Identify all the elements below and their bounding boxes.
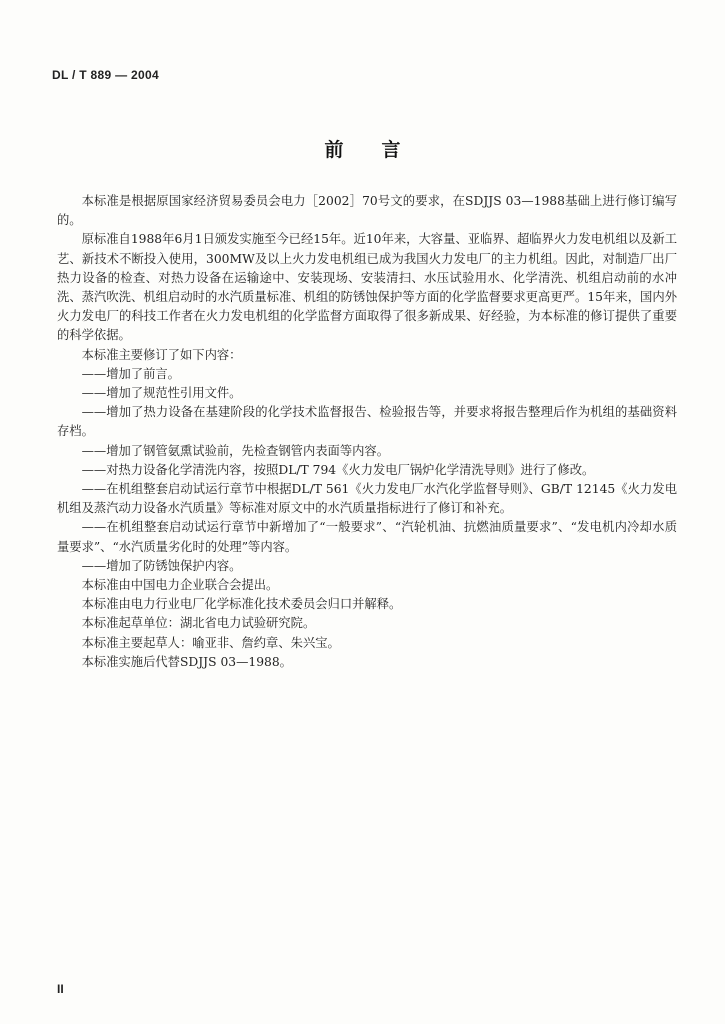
paragraph-interpretation: 本标准由电力行业电厂化学标准化技术委员会归口并解释。 <box>81 597 402 612</box>
revision-item: ——增加了热力设备在基建阶段的化学技术监督报告、检验报告等，并要求将报告整理后作为机组的基础资料存档。 <box>57 405 677 439</box>
standard-code: DL / T 889 — 2004 <box>52 68 159 82</box>
revision-item: ——增加了规范性引用文件。 <box>81 386 242 401</box>
revision-item: ——在机组整套启动试运行章节中新增加了“一般要求”、“汽轮机油、抗燃油质量要求”、“发电机内冷却水质量要求”、“水汽质量劣化时的处理”等内容。 <box>57 520 677 554</box>
page-title: 前言 <box>324 139 439 161</box>
paragraph-basis: 本标准是根据原国家经济贸易委员会电力［2002］70号文的要求，在SDJJS 03—1988基础上进行修订编写的。 <box>57 194 677 228</box>
revision-item: ——增加了钢管氨熏试验前，先检查钢管内表面等内容。 <box>81 443 390 458</box>
revision-item: ——对热力设备化学清洗内容，按照DL/T 794《火力发电厂锅炉化学清洗导则》进行了修改。 <box>81 462 595 477</box>
paragraph-drafters: 本标准主要起草人：喻亚非、詹约章、朱兴宝。 <box>81 635 340 650</box>
revision-item: ——在机组整套启动试运行章节中根据DL/T 561《火力发电厂水汽化学监督导则》、GB/T 12145《火力发电机组及蒸汽动力设备水汽质量》等标准对原文中的水汽质量指标进行了修订和补充。 <box>57 482 677 516</box>
foreword-body <box>57 192 677 672</box>
paragraph-revisions-intro: 本标准主要修订了如下内容： <box>81 347 242 362</box>
paragraph-replacement: 本标准实施后代替SDJJS 03—1988。 <box>81 654 292 669</box>
page-number: II <box>57 982 64 996</box>
paragraph-proposer: 本标准由中国电力企业联合会提出。 <box>81 578 279 593</box>
paragraph-drafting-unit: 本标准起草单位：湖北省电力试验研究院。 <box>81 616 316 631</box>
revision-item: ——增加了前言。 <box>81 366 180 381</box>
paragraph-background: 原标准自1988年6月1日颁发实施至今已经15年。近10年来，大容量、亚临界、超临界火力发电机组以及新工艺、新技术不断投入使用，300MW及以上火力发电机组已成为我国火力发电厂的主力机组。因此，对制造厂出厂热力设备的检查、对热力设备在运输途中、安装现场、安装清扫、水压试验用水、化学清洗、机组启动前的水冲洗、蒸汽吹洗、机组启动时的水汽质量标准、机组的防锈蚀保护等方面的化学监督要求更高更严。15年来，国内外火力发电厂的科技工作者在火力发电机组的化学监督方面取得了很多新成果、好经验，为本标准的修订提供了重要的科学依据。 <box>57 232 677 343</box>
revision-item: ——增加了防锈蚀保护内容。 <box>81 558 242 573</box>
